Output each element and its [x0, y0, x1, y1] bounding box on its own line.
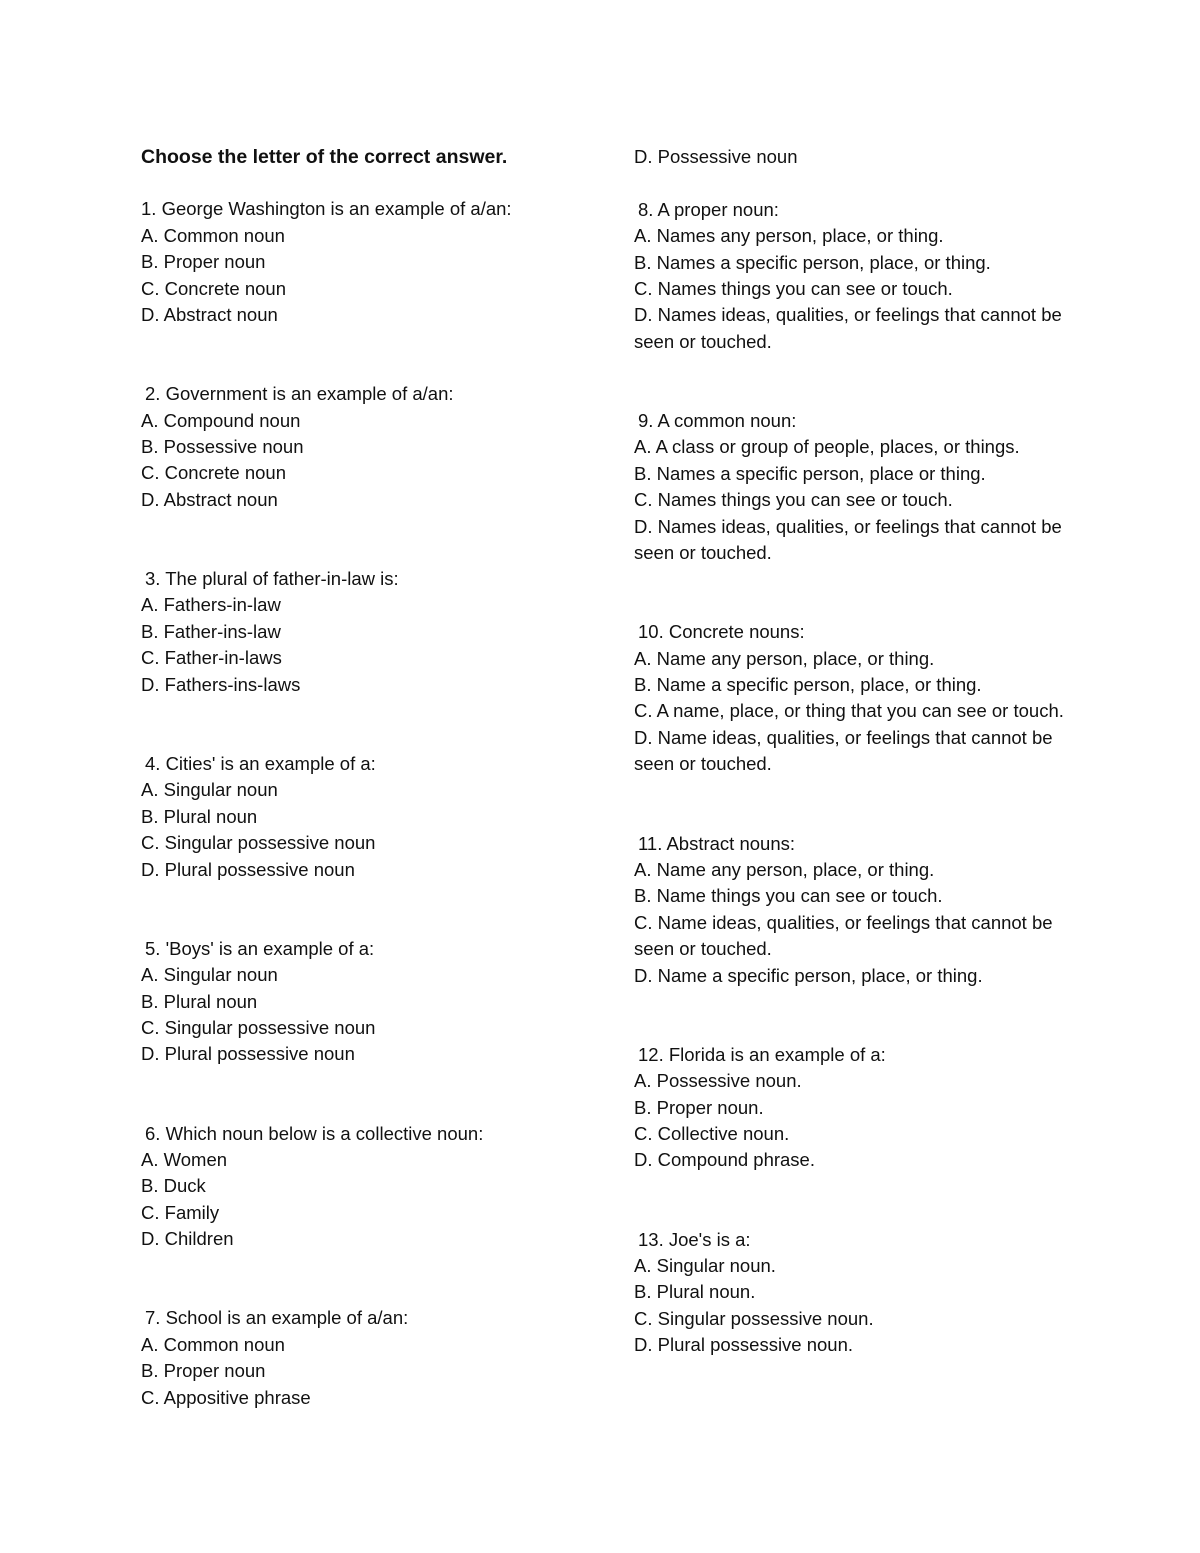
- option-a: A. Singular noun: [141, 964, 278, 986]
- option-c: C. Singular possessive noun.: [634, 1307, 874, 1329]
- question-4: [141, 751, 611, 883]
- option-a: A. Possessive noun.: [634, 1070, 802, 1092]
- option-a: A. Fathers-in-law: [141, 594, 281, 616]
- question-7: [141, 1305, 611, 1411]
- option-b: B. Possessive noun: [141, 436, 304, 458]
- question-stem: 1. George Washington is an example of a/an:: [141, 198, 512, 220]
- question-stem: 6. Which noun below is a collective noun:: [145, 1122, 484, 1144]
- option-b: B. Proper noun.: [634, 1096, 764, 1118]
- question-stem: 2. Government is an example of a/an:: [145, 383, 454, 405]
- option-b: B. Duck: [141, 1175, 206, 1197]
- option-d: D. Plural possessive noun.: [634, 1334, 854, 1356]
- option-b: B. Father-ins-law: [141, 620, 281, 642]
- option-b: B. Names a specific person, place, or thing.: [634, 251, 991, 273]
- option-c: C. A name, place, or thing that you can see or touch.: [634, 700, 1064, 722]
- option-b: B. Names a specific person, place or thing.: [634, 462, 986, 484]
- option-d: D. Abstract noun: [141, 304, 278, 326]
- option-d: D. Possessive noun: [634, 146, 798, 167]
- instructions-heading: Choose the letter of the correct answer.: [141, 146, 508, 168]
- question-11: [634, 831, 1074, 989]
- option-d: D. Name a specific person, place, or thing.: [634, 964, 983, 986]
- option-c: C. Family: [141, 1201, 220, 1223]
- option-d: D. Plural possessive noun: [141, 1043, 355, 1065]
- option-a: A. Common noun: [141, 224, 285, 246]
- option-c: C. Names things you can see or touch.: [634, 278, 953, 300]
- question-8: [634, 197, 1074, 355]
- option-d: D. Names ideas, qualities, or feelings that cannot be seen or touched.: [634, 515, 1062, 564]
- question-3: [141, 566, 611, 698]
- option-d: D. Compound phrase.: [634, 1149, 815, 1171]
- option-d: D. Plural possessive noun: [141, 858, 355, 880]
- option-c: C. Concrete noun: [141, 462, 287, 484]
- option-a: A. Name any person, place, or thing.: [634, 858, 935, 880]
- question-13: [634, 1227, 1074, 1359]
- question-12: [634, 1042, 1074, 1174]
- option-b: B. Proper noun: [141, 251, 266, 273]
- question-stem: 3. The plural of father-in-law is:: [145, 568, 399, 590]
- question-stem: 12. Florida is an example of a:: [638, 1043, 886, 1065]
- option-a: A. Common noun: [141, 1333, 285, 1355]
- option-b: B. Name things you can see or touch.: [634, 885, 943, 907]
- option-b: B. Proper noun: [141, 1360, 266, 1382]
- question-stem: 11. Abstract nouns:: [638, 832, 796, 854]
- question-5: [141, 936, 611, 1068]
- option-c: C. Appositive phrase: [141, 1386, 311, 1408]
- option-a: A. Singular noun: [141, 779, 278, 801]
- option-c: C. Concrete noun: [141, 277, 287, 299]
- option-b: B. Name a specific person, place, or thing.: [634, 674, 982, 696]
- option-a: A. Names any person, place, or thing.: [634, 225, 944, 247]
- question-stem: 8. A proper noun:: [638, 198, 779, 220]
- question-stem: 7. School is an example of a/an:: [145, 1307, 409, 1329]
- question-9: [634, 408, 1074, 566]
- question-stem: 4. Cities' is an example of a:: [145, 752, 376, 774]
- option-b: B. Plural noun: [141, 990, 258, 1012]
- option-c: C. Singular possessive noun: [141, 1016, 376, 1038]
- option-c: C. Name ideas, qualities, or feelings that cannot be seen or touched.: [634, 911, 1053, 960]
- option-a: A. A class or group of people, places, or things.: [634, 436, 1020, 458]
- question-stem: 10. Concrete nouns:: [638, 621, 805, 643]
- option-a: A. Women: [141, 1148, 228, 1170]
- option-a: A. Name any person, place, or thing.: [634, 647, 935, 669]
- option-c: C. Singular possessive noun: [141, 832, 376, 854]
- option-d: D. Fathers-ins-laws: [141, 673, 301, 695]
- option-d: D. Name ideas, qualities, or feelings that cannot be seen or touched.: [634, 726, 1053, 775]
- option-c: C. Father-in-laws: [141, 647, 282, 669]
- question-1: [141, 196, 611, 328]
- option-d: D. Children: [141, 1228, 234, 1250]
- option-a: A. Compound noun: [141, 409, 301, 431]
- question-10: [634, 619, 1074, 777]
- option-b: B. Plural noun.: [634, 1281, 756, 1303]
- option-c: C. Collective noun.: [634, 1122, 790, 1144]
- question-stem: 5. 'Boys' is an example of a:: [145, 937, 375, 959]
- question-stem: 13. Joe's is a:: [638, 1228, 751, 1250]
- left-column: [141, 144, 611, 1411]
- option-a: A. Singular noun.: [634, 1254, 776, 1276]
- option-d: D. Abstract noun: [141, 488, 278, 510]
- option-b: B. Plural noun: [141, 805, 258, 827]
- question-2: [141, 381, 611, 513]
- question-6: [141, 1121, 611, 1253]
- option-d: D. Names ideas, qualities, or feelings that cannot be seen or touched.: [634, 304, 1062, 352]
- question-stem: 9. A common noun:: [638, 410, 797, 432]
- right-column: [634, 144, 1074, 1359]
- option-c: C. Names things you can see or touch.: [634, 489, 953, 511]
